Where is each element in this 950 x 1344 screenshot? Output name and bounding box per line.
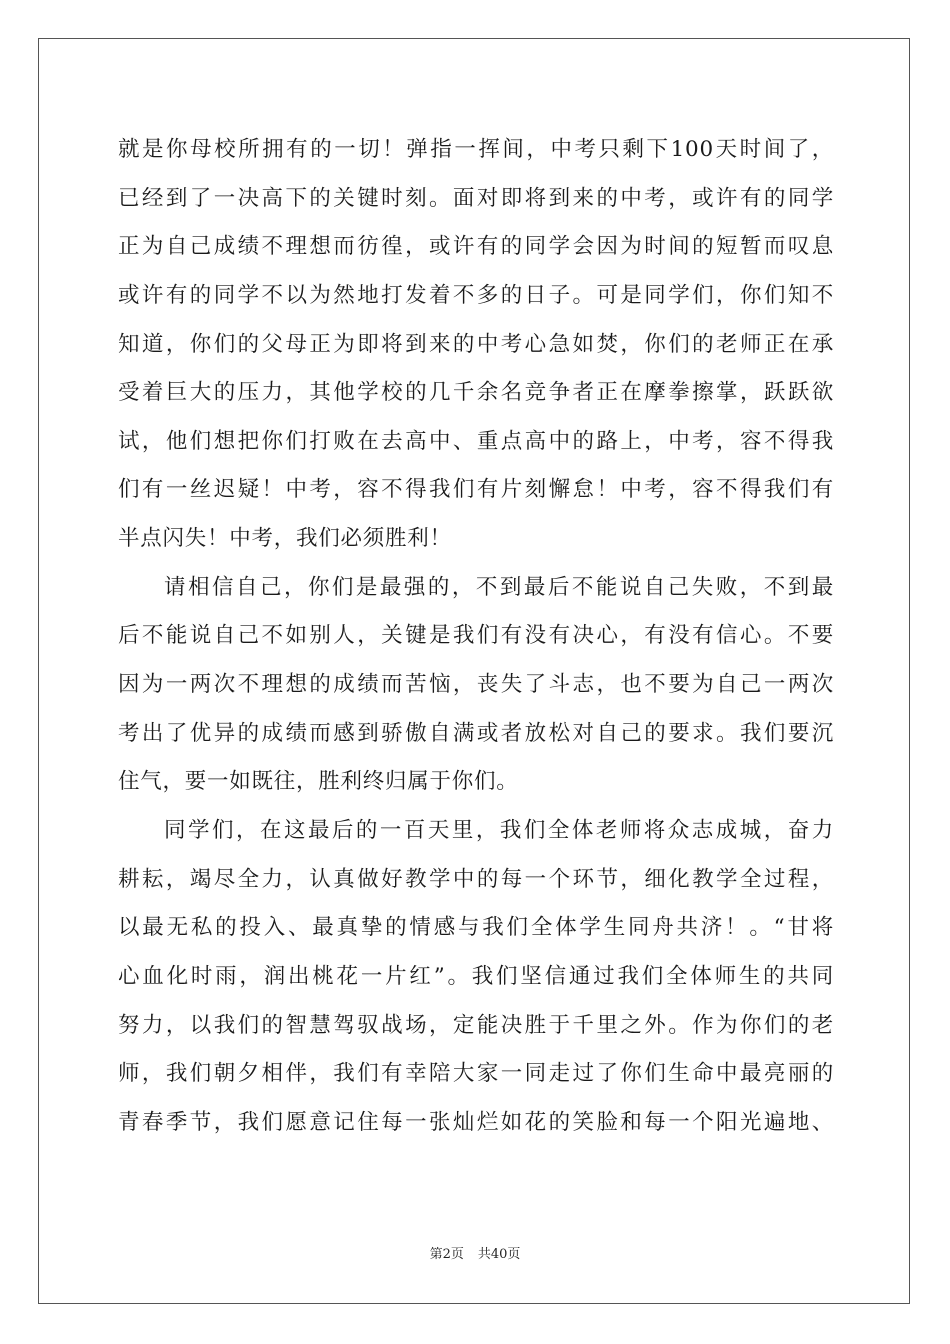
text-line: 因为一两次不理想的成绩而苦恼，丧失了斗志，也不要为自己一两次	[118, 672, 834, 698]
page-total: 共40页	[477, 1247, 521, 1262]
text-line: 后不能说自己不如别人，关键是我们有没有决心，有没有信心。不要	[118, 623, 834, 649]
text-line: 同学们，在这最后的一百天里，我们全体老师将众志成城，奋力	[164, 817, 834, 843]
page-footer	[0, 1246, 950, 1264]
text-line: 试，他们想把你们打败在去高中、重点高中的路上，中考，容不得我	[118, 428, 834, 454]
text-line: 或许有的同学不以为然地打发着不多的日子。可是同学们，你们知不	[118, 282, 834, 308]
text-line: 就是你母校所拥有的一切！弹指一挥间，中考只剩下100天时间了，	[118, 137, 834, 162]
text-line: 以最无私的投入、最真挚的情感与我们全体学生同舟共济！。“甘将	[118, 915, 834, 941]
text-line: 师，我们朝夕相伴，我们有幸陪大家一同走过了你们生命中最亮丽的	[118, 1061, 834, 1087]
text-line: 半点闪失！中考，我们必须胜利！	[118, 526, 452, 552]
text-line: 考出了优异的成绩而感到骄傲自满或者放松对自己的要求。我们要沉	[118, 720, 834, 746]
text-line: 青春季节，我们愿意记住每一张灿烂如花的笑脸和每一个阳光遍地、	[118, 1109, 834, 1135]
text-line: 受着巨大的压力，其他学校的几千余名竞争者正在摩拳擦掌，跃跃欲	[118, 380, 834, 406]
text-line: 请相信自己，你们是最强的，不到最后不能说自己失败，不到最	[164, 574, 834, 600]
page-number: 第2页	[429, 1247, 464, 1262]
text-line: 们有一丝迟疑！中考，容不得我们有片刻懈怠！中考，容不得我们有	[118, 477, 834, 503]
text-line: 努力，以我们的智慧驾驭战场，定能决胜于千里之外。作为你们的老	[118, 1012, 834, 1038]
text-line: 已经到了一决高下的关键时刻。面对即将到来的中考，或许有的同学	[118, 185, 834, 211]
document-body	[118, 126, 834, 1147]
text-line: 心血化时雨，润出桃花一片红”。我们坚信通过我们全体师生的共同	[118, 963, 834, 989]
text-line: 住气，要一如既往，胜利终归属于你们。	[118, 769, 519, 795]
text-line: 知道，你们的父母正为即将到来的中考心急如焚，你们的老师正在承	[118, 331, 834, 357]
text-line: 正为自己成绩不理想而彷徨，或许有的同学会因为时间的短暂而叹息	[118, 234, 834, 260]
text-line: 耕耘，竭尽全力，认真做好教学中的每一个环节，细化教学全过程，	[118, 866, 834, 892]
